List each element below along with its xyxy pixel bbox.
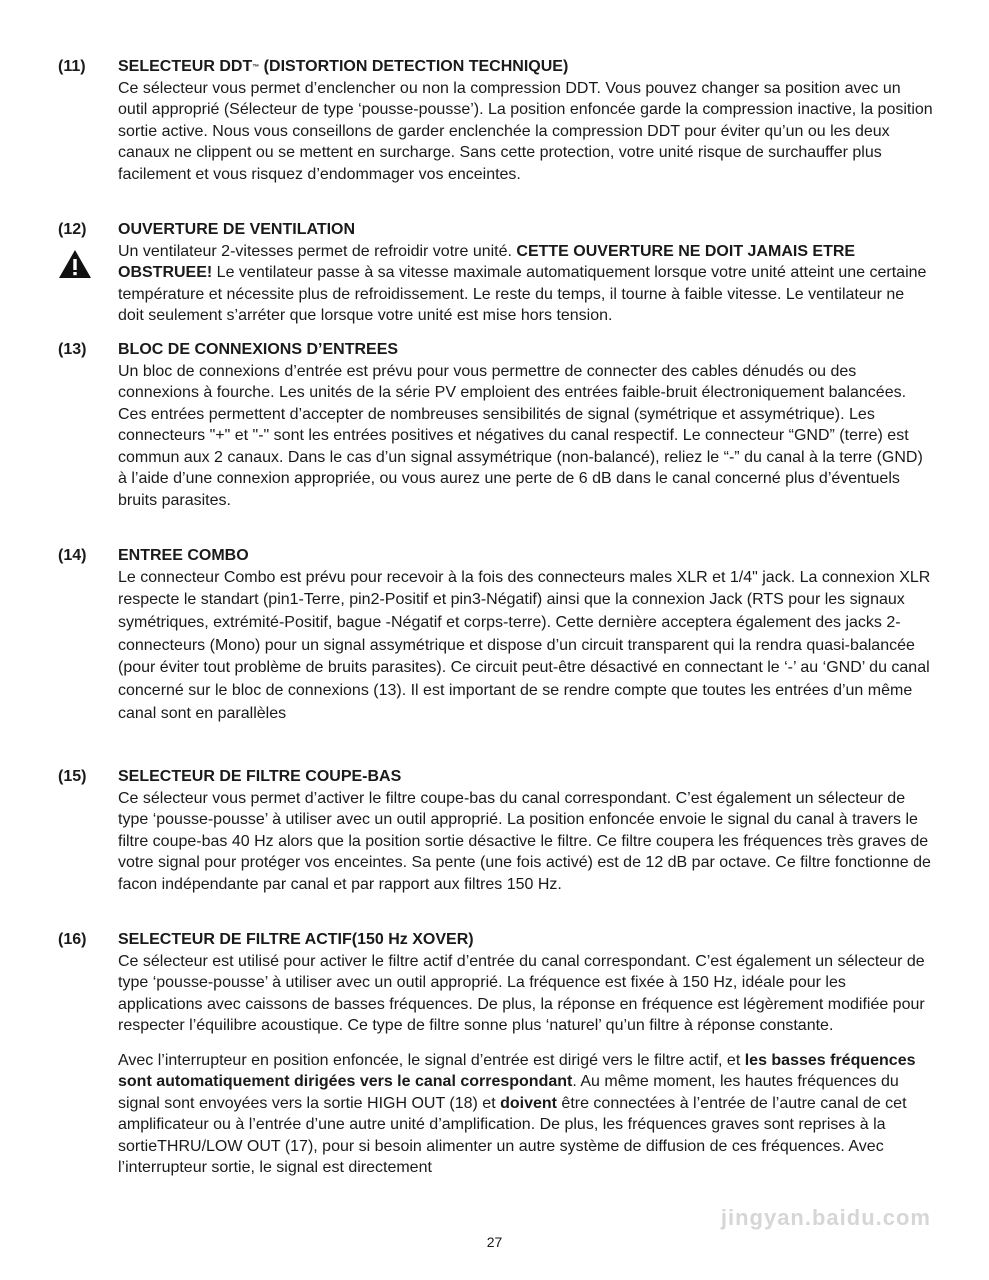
section-number: (15) bbox=[58, 768, 87, 785]
section-11 bbox=[0, 56, 989, 185]
section-title: SELECTEUR DE FILTRE COUPE-BAS bbox=[118, 768, 402, 785]
section-number: (16) bbox=[58, 931, 87, 948]
section-body-paragraph-2: Avec l’interrupteur en position enfoncée, le signal d’entrée est dirigé vers le filtre actif, et les basses fréquences sont automatiquement dirigées vers le canal correspondant. Au même moment, les hautes fréquences du signal sont envoyées vers la sortie HIGH OUT (18) et doivent être connectées à l’entrée de l’autre canal de cet amplificateur ou à l’entrée d’une autre unité d’amplification. De plus, les fréquences graves sont reprises à la sortieTHRU/LOW OUT (17), pour si besoin alimenter un autre système de diffusion de ces fréquences. Avec l’interrupteur sortie, le signal est directement bbox=[118, 1051, 916, 1176]
section-title: SELECTEUR DDT™ (DISTORTION DETECTION TECHNIQUE) bbox=[118, 58, 569, 75]
section-12 bbox=[0, 219, 989, 327]
trademark-symbol: ™ bbox=[252, 64, 260, 71]
section-13 bbox=[0, 339, 989, 511]
section-title: BLOC DE CONNEXIONS D’ENTREES bbox=[118, 341, 399, 358]
section-body: Ce sélecteur vous permet d’activer le filtre coupe-bas du canal correspondant. C’est également un sélecteur de type ‘pousse-pousse’ à utiliser avec un outil approprié. La position enfoncée envoie le signal du canal à travers le filtre coupe-bas 40 Hz alors que la position sortie désactive le filtre. Ce filtre coupera les fréquences très graves de votre signal pour protéger vos enceintes. Sa pente (une fois activé) est de 12 dB par octave. Ce filtre fonctionne de facon indépendante par canal et par rapport aux filtres 150 Hz. bbox=[118, 789, 931, 893]
warning-text: CETTE OUVERTURE NE DOIT JAMAIS ETRE OBSTRUEE! bbox=[118, 242, 856, 281]
warning-icon bbox=[58, 249, 92, 279]
section-15 bbox=[0, 766, 989, 895]
section-title: SELECTEUR DE FILTRE ACTIF(150 Hz XOVER) bbox=[118, 931, 474, 948]
section-body: Ce sélecteur est utilisé pour activer le filtre actif d’entrée du canal correspondant. C’est également un sélecteur de type ‘pousse-pousse’ à utiliser avec un outil approprié. La fréquence est fixée à 150 Hz, idéale pour les applications avec caissons de basses fréquences. De plus, la réponse en fréquence est légèrement modifiée pour respecter l’équilibre acoustique. Ce type de filtre sonne plus ‘naturel’ qu’un filtre à réponse constante. bbox=[118, 952, 925, 1034]
section-title: OUVERTURE DE VENTILATION bbox=[118, 221, 356, 238]
page-number: 27 bbox=[486, 1234, 503, 1250]
watermark: jingyan.baidu.com bbox=[720, 1205, 931, 1230]
section-body: Le connecteur Combo est prévu pour recevoir à la fois des connecteurs males XLR et 1/4" jack. La connexion XLR respecte le standart (pin1-Terre, pin2-Positif et pin3-Négatif) ainsi que la connexion Jack (RTS pour les signaux symétriques, extrémité-Positif, bague -Négatif et corps-terre). Cette dernière acceptera également des jacks 2-connecteurs (Mono) pour un signal assymétrique et dispose d’un circuit transparent qui la rendra quasi-balancée (pour éviter tout problème de bruits parasites). Ce circuit peut-être désactivé en connectant le ‘-’ au ‘GND’ du canal concerné sur le bloc de connexions (13). Il est important de se rendre compte que toutes les entrées d’un même canal sont en parallèles bbox=[118, 568, 931, 722]
section-number: (13) bbox=[58, 341, 87, 358]
section-number: (14) bbox=[58, 547, 87, 564]
section-number: (12) bbox=[58, 221, 87, 238]
section-16 bbox=[0, 929, 989, 1179]
section-number: (11) bbox=[58, 58, 86, 75]
section-14 bbox=[0, 545, 989, 725]
section-title: ENTREE COMBO bbox=[118, 547, 249, 564]
section-body: Un bloc de connexions d’entrée est prévu pour vous permettre de connecter des cables dénudés ou des connexions à fourche. Les unités de la série PV emploient des entrées faible-bruit électroniquement balancées. Ces entrées permettent d’accepter de nombreuses sensibilités de signal (symétrique et assymétrique). Les connecteurs "+" et "-" sont les entrées positives et négatives du canal respectif. Le connecteur “GND” (terre) est commun aux 2 canaux. Dans le cas d’un signal assymétrique (non-balancé), reliez le “-” du canal à la terre (GND) à l’aide d’une connexion appropriée, ou vous aurez une perte de 6 dB dans le canal concerné plus d’éventuels bruits parasites. bbox=[118, 362, 923, 509]
section-body: Un ventilateur 2-vitesses permet de refroidir votre unité. CETTE OUVERTURE NE DOIT JAMAIS ETRE OBSTRUEE! Le ventilateur passe à sa vitesse maximale automatiquement lorsque votre unité atteint une certaine température et nécessite plus de refroidissement. Le reste du temps, il tourne à faible vitesse. Le ventilateur ne doit seulement s’arréter que lorsque votre unité est mise hors tension. bbox=[118, 242, 927, 324]
section-body: Ce sélecteur vous permet d’enclencher ou non la compression DDT. Vous pouvez changer sa position avec un outil approprié (Sélecteur de type ‘pousse-pousse’). La position enfoncée garde la compression inactive, la position sortie active. Nous vous conseillons de garder enclenchée la compression DDT pour éviter qu’un ou les deux canaux ne clippent ou se mettent en surcharge. Sans cette protection, votre unité risque de surchauffer plus facilement et vous risquez d’endommager vos enceintes. bbox=[118, 79, 933, 183]
